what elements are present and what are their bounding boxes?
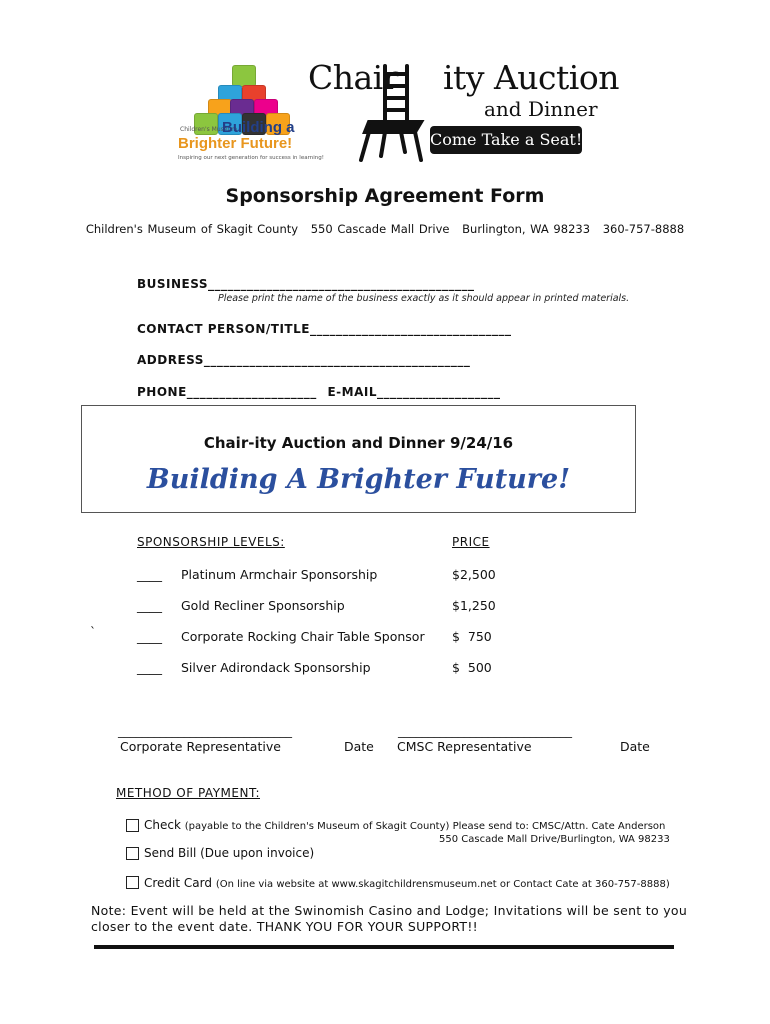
- stray-mark: `: [90, 625, 96, 639]
- sponsorship-level-blank[interactable]: ____: [137, 629, 162, 644]
- form-title: Sponsorship Agreement Form: [225, 185, 545, 207]
- chairity-logo-word-right: ity Auction: [443, 58, 619, 97]
- logo-title-line1: Building a: [222, 119, 295, 136]
- corp-signature-line[interactable]: _____________________________: [118, 724, 292, 738]
- sponsorship-level-price: $ 750: [452, 629, 492, 644]
- sponsorship-level-price: $ 500: [452, 660, 492, 675]
- send-bill-label: Send Bill (Due upon invoice): [144, 846, 315, 860]
- cmsc-rep-label: CMSC Representative: [397, 739, 532, 754]
- chairity-logo-word-left: Chair: [308, 58, 399, 97]
- check-checkbox[interactable]: [126, 819, 139, 832]
- sponsorship-level-blank[interactable]: ____: [137, 660, 162, 675]
- business-field[interactable]: BUSINESS_________________________________________: [137, 277, 475, 291]
- credit-card-checkbox[interactable]: [126, 876, 139, 889]
- sponsorship-level-price: $2,500: [452, 567, 496, 582]
- event-title: Chair-ity Auction and Dinner 9/24/16: [203, 434, 514, 452]
- chairity-logo-subtitle: and Dinner: [484, 97, 598, 121]
- org-name: Children's Museum of Skagit County: [85, 222, 299, 236]
- event-box: [81, 405, 636, 513]
- org-city: Burlington, WA 98233: [462, 222, 591, 236]
- sponsorship-level-name: Corporate Rocking Chair Table Sponsor: [181, 629, 425, 644]
- send-bill-checkbox[interactable]: [126, 847, 139, 860]
- address-field[interactable]: ADDRESS_________________________________________: [137, 353, 471, 367]
- logo-tagline: Inspiring our next generation for success in learning!: [178, 155, 324, 161]
- logo-title-line2: Brighter Future!: [178, 135, 293, 152]
- event-note: Note: Event will be held at the Swinomish Casino and Lodge; Invitations will be sent to you closer to the event date. THANK YOU FOR YOUR SUPPORT!!: [91, 903, 688, 934]
- cmsc-signature-line[interactable]: _____________________________: [398, 724, 572, 738]
- sponsorship-level-name: Platinum Armchair Sponsorship: [181, 567, 378, 582]
- business-field-note: Please print the name of the business exactly as it should appear in printed materials.: [218, 293, 630, 304]
- corp-rep-label: Corporate Representative: [120, 739, 281, 754]
- sponsorship-levels-header: SPONSORSHIP LEVELS:: [137, 535, 285, 549]
- sponsorship-level-name: Silver Adirondack Sponsorship: [181, 660, 371, 675]
- check-detail: (payable to the Children's Museum of Skagit County) Please send to: CMSC/Attn. Cate Anderson: [184, 821, 666, 832]
- cmsc-date-label: Date: [620, 739, 650, 754]
- credit-card-detail: (On line via website at www.skagitchildrensmuseum.net or Contact Cate at 360-757-8888): [215, 879, 670, 890]
- chairity-logo-banner: Come Take a Seat!: [430, 126, 582, 154]
- sponsorship-level-name: Gold Recliner Sponsorship: [181, 598, 345, 613]
- sponsorship-level-price: $1,250: [452, 598, 496, 613]
- price-header: PRICE: [452, 535, 490, 549]
- logo-cube-icon: [232, 65, 256, 87]
- corp-date-label: Date: [344, 739, 374, 754]
- credit-card-label: Credit Card: [144, 876, 212, 890]
- sponsorship-level-blank[interactable]: ____: [137, 567, 162, 582]
- check-option: [144, 818, 665, 832]
- org-address-line: [0, 222, 770, 236]
- org-street: 550 Cascade Mall Drive: [310, 222, 450, 236]
- sponsorship-level-blank[interactable]: ____: [137, 598, 162, 613]
- bottom-divider: [94, 945, 674, 949]
- contact-person-field[interactable]: CONTACT PERSON/TITLE_______________________________: [137, 322, 512, 336]
- event-slogan: Building A Brighter Future!: [146, 464, 571, 495]
- logo-museum-text: Children's Museum: [180, 126, 238, 133]
- phone-email-row: [137, 385, 501, 399]
- payment-method-header: METHOD OF PAYMENT:: [116, 786, 260, 800]
- phone-field[interactable]: PHONE____________________: [137, 385, 317, 399]
- check-label: Check: [144, 818, 181, 832]
- chair-icon: [355, 60, 435, 164]
- check-mail-address: 550 Cascade Mall Drive/Burlington, WA 98233: [439, 834, 670, 845]
- org-phone: 360-757-8888: [602, 222, 685, 236]
- credit-card-option: [144, 876, 670, 890]
- email-field[interactable]: E-MAIL___________________: [327, 385, 501, 399]
